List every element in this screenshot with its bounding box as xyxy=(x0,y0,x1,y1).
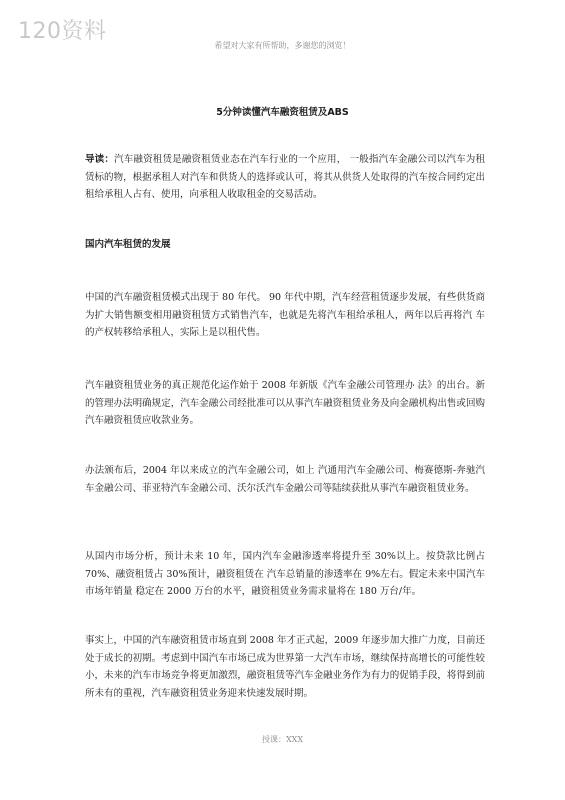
paragraph-4: 从国内市场分析，预计未来 10 年，国内汽车金融渗透率将提升至 30%以上。按贷款比例占 70%、融资租赁占 30%预计，融资租赁在 汽车总销量的渗透率在 9%左右。假定未来中国汽车市场年销量 稳定在 2000 万台的水平，融资租赁业务需求量将在 180 万台/年。 xyxy=(85,551,485,597)
paragraph-3: 办法颁布后，2004 年以来成立的汽车金融公司，如上 汽通用汽车金融公司、梅赛德斯-奔驰汽车金融公司、菲亚特汽车金融公司、沃尔沃汽车金融公司等陆续获批从事汽车融资租赁业务。 xyxy=(85,465,485,494)
section-heading: 国内汽车租赁的发展 xyxy=(85,239,171,250)
lead-text: 汽车融资租赁是融资租赁业态在汽车行业的一个应用， 一般指汽车金融公司以汽车为租赁标的物，根据承租人对汽车和供货人的选择或认可，将其从供货人处取得的汽车按合同约定出租给承租人占有、使用，向承租人收取租金的交易活动。 xyxy=(85,154,485,200)
paragraph-5: 事实上，中国的汽车融资租赁市场直到 2008 年才正式起，2009 年逐步加大推广力度，目前还处于成长的初期。考虑到中国汽车市场已成为世界第一大汽车市场，继续保持高增长的可能性较小，未来的汽车市场竞争将更加激烈，融资租赁等汽车金融业务作为有力的促销手段，将得到前所未有的重视，汽车融资租赁业务迎来快速发展时期。 xyxy=(85,635,485,699)
paragraph-1: 中国的汽车融资租赁模式出现于 80 年代。 90 年代中期，汽车经营租赁逐步发展，有些供货商为扩大销售额变相用融资租赁方式销售汽车，也就是先将汽车租给承租人，两年以后再将汽 车的产权转移给承租人，实际上是以租代售。 xyxy=(85,292,485,338)
header-note: 希望对大家有所帮助，多谢您的浏览！ xyxy=(214,41,351,50)
page-title: 5分钟读懂汽车融资租赁及ABS xyxy=(216,107,349,118)
footer-note: 授课：XXX xyxy=(261,735,304,744)
watermark-logo: 120资料 xyxy=(18,19,107,44)
lead-label: 导读： xyxy=(85,154,115,165)
paragraph-2: 汽车融资租赁业务的真正规范化运作始于 2008 年新版《汽车金融公司管理办 法》的出台。新的管理办法明确规定，汽车金融公司经批准可以从事汽车融资租赁业务及向金融机构出售或回购汽车融资租赁应收款业务。 xyxy=(85,380,485,426)
lead-paragraph xyxy=(85,151,485,204)
